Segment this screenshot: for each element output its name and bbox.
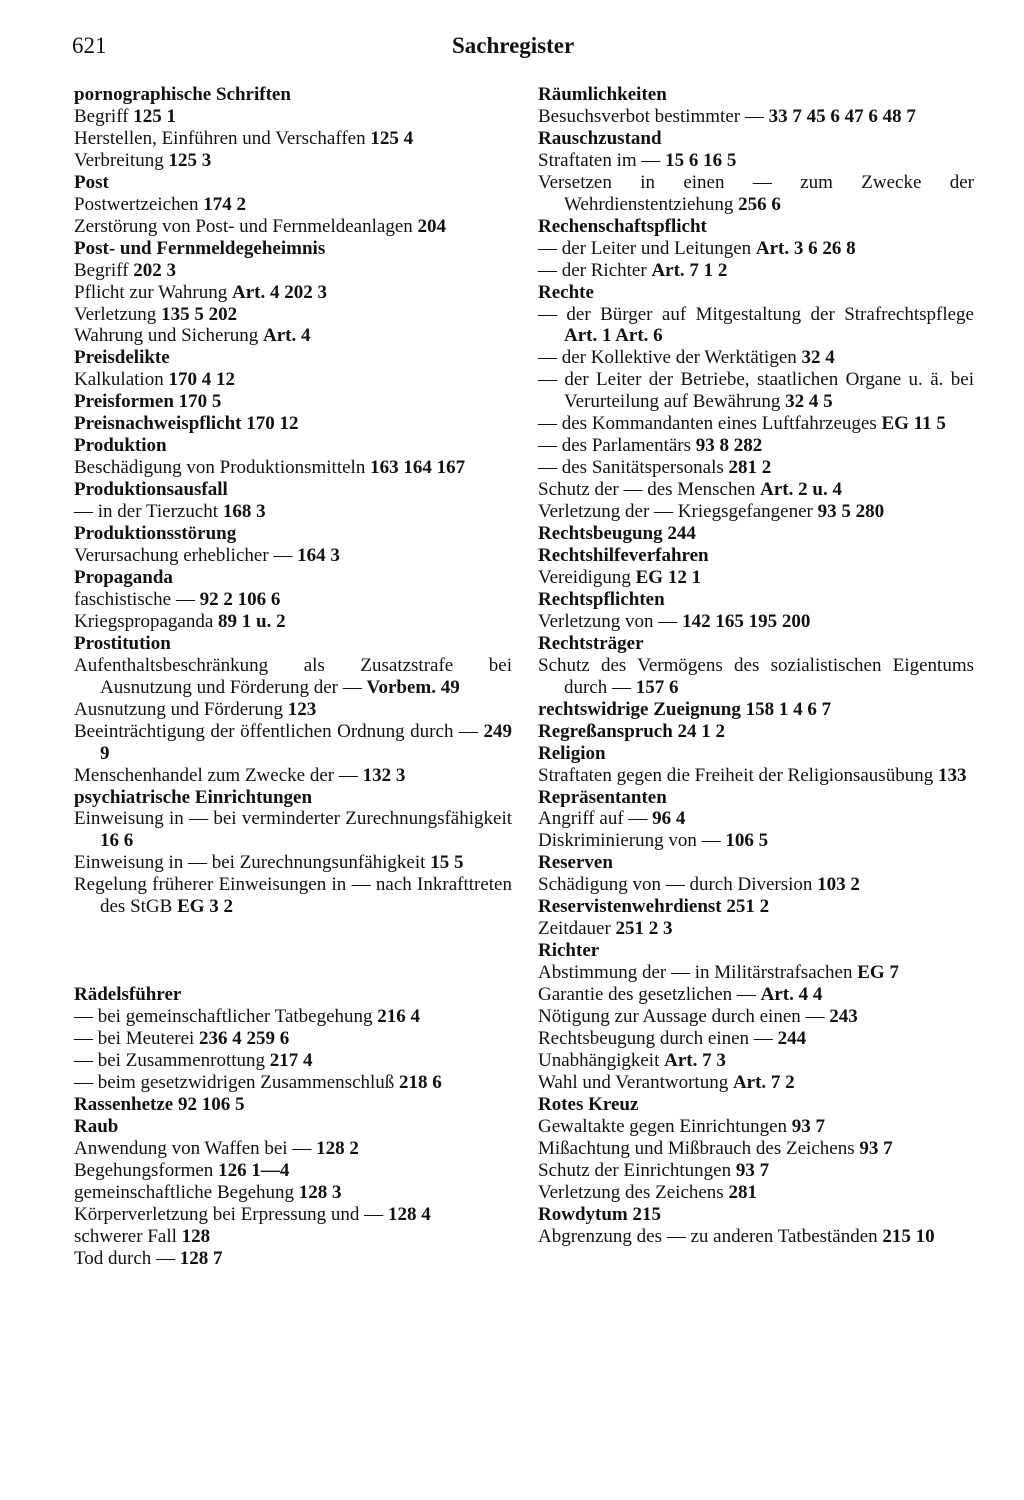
entry-reference: 204 <box>417 215 447 237</box>
entry-term: Verletzung von — <box>538 610 678 632</box>
entry-reference: 93 7 <box>859 1137 893 1159</box>
index-entry <box>538 918 974 940</box>
index-entry <box>74 457 512 479</box>
entry-reference: 128 7 <box>179 1247 223 1269</box>
index-entry <box>538 1182 974 1204</box>
entry-reference: 32 4 <box>801 347 835 369</box>
heading-term: Produktion <box>74 435 167 457</box>
entry-term: — der Leiter und Leitungen <box>538 237 752 259</box>
entry-term: Straftaten im — <box>538 149 661 171</box>
entry-term: Einweisung in — bei verminderter Zurechnungsfähigkeit <box>74 808 512 830</box>
entry-reference: 135 5 202 <box>161 303 238 325</box>
entry-reference: 93 8 282 <box>695 435 763 457</box>
entry-reference: 281 2 <box>728 457 772 479</box>
entry-term: Straftaten gegen die Freiheit der Religionsausübung <box>538 764 934 786</box>
heading-term: Preisnachweispflicht <box>74 413 242 435</box>
index-heading <box>74 413 512 435</box>
entry-term: — des Parlamentärs <box>538 435 692 457</box>
heading-term: Preisdelikte <box>74 347 170 369</box>
entry-reference: 125 4 <box>370 127 414 149</box>
heading-term: rechtswidrige Zueignung <box>538 698 741 720</box>
entry-term: Besuchsverbot bestimmter — <box>538 105 764 127</box>
entry-term: Unabhängigkeit <box>538 1049 660 1071</box>
index-entry <box>74 699 512 721</box>
index-heading <box>538 523 974 545</box>
index-entry <box>538 1050 974 1072</box>
entry-reference: 15 5 <box>430 852 464 874</box>
index-heading <box>538 721 974 743</box>
entry-reference: 251 2 3 <box>615 918 673 940</box>
heading-term: psychiatrische Einrichtungen <box>74 786 313 808</box>
entry-term: — in der Tierzucht <box>74 501 219 523</box>
entry-reference: 126 1—4 <box>218 1159 290 1181</box>
entry-term: Gewaltakte gegen Einrichtungen <box>538 1115 788 1137</box>
index-entry <box>538 260 974 282</box>
heading-term: Räumlichkeiten <box>538 84 667 105</box>
index-entry <box>538 1072 974 1094</box>
index-heading <box>74 1116 512 1138</box>
heading-term: Regreßanspruch <box>538 720 673 742</box>
entry-term: Abstimmung der — in Militärstrafsachen <box>538 962 853 984</box>
entry-term: Kriegspropaganda <box>74 610 214 632</box>
index-heading <box>74 84 512 106</box>
entry-reference: 157 6 <box>635 676 679 698</box>
index-entry <box>538 1028 974 1050</box>
index-heading <box>74 391 512 413</box>
index-entry <box>74 194 512 216</box>
index-heading <box>74 172 512 194</box>
index-heading <box>538 896 974 918</box>
entry-term: Kalkulation <box>74 369 164 391</box>
entry-term: Beeinträchtigung der öffentlichen Ordnung durch — <box>74 720 478 742</box>
entry-reference: Art. 7 3 <box>664 1049 726 1071</box>
index-heading <box>74 238 512 260</box>
entry-reference: 202 3 <box>133 259 177 281</box>
heading-term: Post- und Fernmeldegeheimnis <box>74 237 326 259</box>
heading-term: Produktionsstörung <box>74 523 237 545</box>
entry-reference: 32 4 5 <box>785 391 833 413</box>
entry-reference: Art. 4 202 3 <box>232 281 327 303</box>
heading-term: Produktionsausfall <box>74 479 228 501</box>
index-entry <box>74 1050 512 1072</box>
heading-reference: 170 12 <box>246 413 299 435</box>
entry-reference: 123 <box>287 698 317 720</box>
index-heading <box>538 699 974 721</box>
index-entry <box>74 128 512 150</box>
section-spacer <box>74 918 512 984</box>
index-entry <box>538 347 974 369</box>
entry-reference: 15 6 16 5 <box>665 149 737 171</box>
page-title: Sachregister <box>452 33 575 58</box>
entry-reference: 125 1 <box>133 105 177 127</box>
entry-reference: 281 <box>728 1181 757 1203</box>
index-entry <box>74 1182 512 1204</box>
heading-term: Rechte <box>538 281 594 303</box>
index-entry <box>538 1116 974 1138</box>
entry-term: Pflicht zur Wahrung <box>74 281 228 303</box>
index-heading <box>538 589 974 611</box>
entry-term: faschistische — <box>74 588 195 610</box>
index-entry <box>538 984 974 1006</box>
entry-reference: 244 <box>777 1027 807 1049</box>
heading-reference: 170 5 <box>178 391 222 413</box>
heading-term: Rowdytum <box>538 1203 628 1225</box>
entry-reference: Art. 2 u. 4 <box>760 479 842 501</box>
index-heading <box>538 852 974 874</box>
index-entry <box>74 1248 512 1270</box>
index-entry <box>538 435 974 457</box>
index-entry <box>538 1226 974 1248</box>
entry-term: Angriff auf — <box>538 808 648 830</box>
entry-term: Rechtsbeugung durch einen — <box>538 1027 773 1049</box>
index-entry <box>74 655 512 699</box>
entry-term: Wahrung und Sicherung <box>74 325 259 347</box>
entry-term: — des Sanitätspersonals <box>538 457 724 479</box>
index-entry <box>74 721 512 765</box>
entry-reference: 249 9 <box>100 720 512 764</box>
entry-term: Versetzen in einen — zum Zwecke der Wehrdienstentziehung <box>538 171 974 215</box>
entry-term: Verursachung erheblicher — <box>74 545 293 567</box>
index-entry <box>74 808 512 852</box>
index-entry <box>538 501 974 523</box>
entry-reference: 16 6 <box>100 830 134 852</box>
heading-term: Rechenschaftspflicht <box>538 215 707 237</box>
entry-term: Begriff <box>74 105 129 127</box>
index-heading <box>538 84 974 106</box>
entry-term: — der Leiter der Betriebe, staatlichen Organe u. ä. bei Verurteilung auf Bewährung <box>538 369 974 413</box>
heading-term: Reservistenwehrdienst <box>538 896 722 918</box>
entry-term: Verletzung <box>74 303 157 325</box>
page-number: 621 <box>72 33 107 58</box>
entry-reference: Art. 4 <box>262 325 311 347</box>
entry-reference: 164 3 <box>297 545 340 567</box>
heading-term: Raub <box>74 1115 119 1137</box>
index-heading <box>538 128 974 150</box>
entry-term: — der Kollektive der Werktätigen <box>538 347 797 369</box>
index-entry <box>538 611 974 633</box>
entry-term: — bei Meuterei <box>74 1028 195 1050</box>
entry-term: Zerstörung von Post- und Fernmeldeanlagen <box>74 215 413 237</box>
heading-term: Rotes Kreuz <box>538 1093 639 1115</box>
entry-reference: 93 7 <box>791 1115 826 1137</box>
index-heading <box>538 216 974 238</box>
heading-term: Prostitution <box>74 632 171 654</box>
entry-term: Schutz der Einrichtungen <box>538 1159 732 1181</box>
index-heading <box>74 347 512 369</box>
entry-term: Beschädigung von Produktionsmitteln <box>74 457 366 479</box>
entry-reference: 92 2 106 6 <box>199 588 281 610</box>
entry-term: Körperverletzung bei Erpressung und — <box>74 1203 384 1225</box>
index-entry <box>74 1138 512 1160</box>
heading-term: Rauschzustand <box>538 127 662 149</box>
index-heading <box>538 545 974 567</box>
entry-reference: 168 3 <box>222 501 266 523</box>
entry-reference: EG 3 2 <box>177 896 234 918</box>
heading-term: Rechtspflichten <box>538 588 665 610</box>
index-entry <box>74 611 512 633</box>
index-column-right <box>538 84 974 1248</box>
heading-reference: 215 <box>632 1203 661 1225</box>
index-entry <box>74 282 512 304</box>
heading-term: Preisformen <box>74 391 174 413</box>
entry-term: Garantie des gesetzlichen — <box>538 984 756 1006</box>
entry-reference: 128 2 <box>316 1137 359 1159</box>
entry-reference: 142 165 195 200 <box>682 610 811 632</box>
index-heading <box>538 633 974 655</box>
heading-term: Propaganda <box>74 566 173 588</box>
heading-term: Rechtsträger <box>538 632 644 654</box>
index-entry <box>538 106 974 128</box>
heading-reference: 24 1 2 <box>677 720 726 742</box>
index-entry <box>538 369 974 413</box>
entry-reference: 103 2 <box>817 874 860 896</box>
index-entry <box>538 150 974 172</box>
index-heading <box>74 523 512 545</box>
entry-reference: 128 3 <box>298 1181 342 1203</box>
index-entry <box>538 962 974 984</box>
entry-reference: 125 3 <box>168 149 212 171</box>
index-heading <box>74 787 512 809</box>
heading-reference: 158 1 4 6 7 <box>745 698 832 720</box>
entry-reference: Vorbem. 49 <box>366 676 460 698</box>
index-heading <box>74 479 512 501</box>
index-entry <box>74 765 512 787</box>
entry-reference: Art. 1 Art. 6 <box>564 325 663 347</box>
entry-term: Postwertzeichen <box>74 193 199 215</box>
index-entry <box>538 457 974 479</box>
entry-reference: 133 <box>937 764 967 786</box>
entry-reference: Art. 3 6 26 8 <box>755 237 856 259</box>
index-entry <box>538 479 974 501</box>
entry-term: Begriff <box>74 259 129 281</box>
heading-term: Rassenhetze <box>74 1093 174 1115</box>
entry-term: Tod durch — <box>74 1247 176 1269</box>
entry-reference: 174 2 <box>203 193 247 215</box>
entry-reference: 33 7 45 6 47 6 48 7 <box>768 105 916 127</box>
index-entry <box>538 304 974 348</box>
index-entry <box>538 172 974 216</box>
index-entry <box>538 765 974 787</box>
entry-term: gemeinschaftliche Begehung <box>74 1181 295 1203</box>
entry-reference: 217 4 <box>269 1050 313 1072</box>
entry-reference: 106 5 <box>725 830 769 852</box>
entry-term: Anwendung von Waffen bei — <box>74 1137 312 1159</box>
entry-reference: 93 7 <box>735 1159 770 1181</box>
entry-reference: 215 10 <box>882 1225 935 1247</box>
entry-term: Verletzung der — Kriegsgefangener <box>538 501 813 523</box>
index-heading <box>538 787 974 809</box>
entry-term: Menschenhandel zum Zwecke der — <box>74 764 358 786</box>
entry-reference: 243 <box>829 1006 858 1028</box>
entry-reference: 132 3 <box>362 764 406 786</box>
index-entry <box>74 1028 512 1050</box>
index-heading <box>74 1094 512 1116</box>
index-heading <box>538 743 974 765</box>
entry-term: — bei Zusammenrottung <box>74 1050 266 1072</box>
entry-reference: 170 4 12 <box>168 369 235 391</box>
entry-reference: 128 <box>181 1225 211 1247</box>
index-entry <box>74 369 512 391</box>
index-entry <box>74 1204 512 1226</box>
entry-term: — beim gesetzwidrigen Zusammenschluß <box>74 1072 395 1094</box>
entry-term: Herstellen, Einführen und Verschaffen <box>74 127 366 149</box>
entry-term: Aufenthaltsbeschränkung als Zusatzstrafe bei Ausnutzung und Förderung der — <box>74 654 512 698</box>
entry-term: — bei gemeinschaftlicher Tatbegehung <box>74 1006 373 1028</box>
index-entry <box>538 830 974 852</box>
entry-term: Mißachtung und Mißbrauch des Zeichens <box>538 1137 855 1159</box>
index-column-left <box>74 84 512 1270</box>
index-entry <box>74 304 512 326</box>
index-entry <box>538 238 974 260</box>
entry-reference: 163 164 167 <box>370 457 466 479</box>
entry-reference: Art. 4 4 <box>760 984 823 1006</box>
entry-reference: 218 6 <box>399 1072 442 1094</box>
index-entry <box>74 1006 512 1028</box>
entry-term: Vereidigung <box>538 566 631 588</box>
entry-term: Verletzung des Zeichens <box>538 1181 724 1203</box>
index-entry <box>538 567 974 589</box>
index-entry <box>74 216 512 238</box>
entry-term: Schutz der — des Menschen <box>538 479 756 501</box>
index-entry <box>538 1160 974 1182</box>
entry-reference: 89 1 u. 2 <box>218 610 286 632</box>
entry-reference: Art. 7 2 <box>732 1071 795 1093</box>
entry-reference: EG 11 5 <box>881 413 946 435</box>
index-entry <box>74 545 512 567</box>
index-entry <box>538 1006 974 1028</box>
entry-term: Begehungsformen <box>74 1159 214 1181</box>
index-heading <box>538 940 974 962</box>
heading-term: pornographische Schriften <box>74 84 291 105</box>
entry-term: Regelung früherer Einweisungen in — nach Inkrafttreten des StGB <box>74 874 512 918</box>
index-heading <box>538 1094 974 1116</box>
index-heading <box>74 984 512 1006</box>
heading-reference: 251 2 <box>726 896 770 918</box>
entry-term: Ausnutzung und Förderung <box>74 698 283 720</box>
entry-reference: Art. 7 1 2 <box>651 259 728 281</box>
heading-term: Rechtsbeugung <box>538 523 663 545</box>
entry-reference: 93 5 280 <box>817 501 885 523</box>
index-entry <box>74 874 512 918</box>
entry-term: Zeitdauer <box>538 918 611 940</box>
entry-term: Einweisung in — bei Zurechnungsunfähigkeit <box>74 852 426 874</box>
index-heading <box>74 435 512 457</box>
entry-term: Schädigung von — durch Diversion <box>538 874 813 896</box>
heading-term: Richter <box>538 940 600 962</box>
heading-term: Religion <box>538 742 606 764</box>
heading-term: Rechtshilfeverfahren <box>538 545 709 567</box>
entry-term: Verbreitung <box>74 149 164 171</box>
index-heading <box>74 567 512 589</box>
index-entry <box>74 1072 512 1094</box>
entry-term: Abgrenzung des — zu anderen Tatbeständen <box>538 1225 878 1247</box>
index-entry <box>74 150 512 172</box>
index-entry <box>74 1160 512 1182</box>
heading-term: Repräsentanten <box>538 786 667 808</box>
entry-reference: EG 12 1 <box>635 566 702 588</box>
entry-term: Nötigung zur Aussage durch einen — <box>538 1006 825 1028</box>
heading-reference: 244 <box>667 523 696 545</box>
entry-reference: 216 4 <box>377 1006 421 1028</box>
entry-term: Schutz des Vermögens des sozialistischen Eigentums durch — <box>538 654 974 698</box>
index-entry <box>538 655 974 699</box>
entry-term: — der Bürger auf Mitgestaltung der Strafrechtspflege <box>538 303 974 325</box>
index-heading <box>74 633 512 655</box>
index-entry <box>74 1226 512 1248</box>
index-entry <box>74 501 512 523</box>
entry-reference: 256 6 <box>738 193 781 215</box>
entry-term: Wahl und Verantwortung <box>538 1071 729 1093</box>
index-heading <box>538 1204 974 1226</box>
index-entry <box>538 1138 974 1160</box>
entry-reference: 96 4 <box>652 808 686 830</box>
index-entry <box>74 852 512 874</box>
entry-term: — des Kommandanten eines Luftfahrzeuges <box>538 413 877 435</box>
index-entry <box>74 260 512 282</box>
index-heading <box>538 282 974 304</box>
index-entry <box>74 589 512 611</box>
index-entry <box>538 413 974 435</box>
index-entry <box>538 874 974 896</box>
heading-term: Reserven <box>538 852 613 874</box>
entry-term: Diskriminierung von — <box>538 830 721 852</box>
index-entry <box>74 325 512 347</box>
entry-term: — der Richter <box>538 259 647 281</box>
heading-term: Post <box>74 171 109 193</box>
entry-reference: 128 4 <box>387 1203 431 1225</box>
index-entry <box>538 808 974 830</box>
heading-reference: 92 106 5 <box>177 1093 245 1115</box>
entry-reference: EG 7 <box>857 962 899 984</box>
index-entry <box>74 106 512 128</box>
entry-reference: 236 4 259 6 <box>199 1028 290 1050</box>
heading-term: Rädelsführer <box>74 984 182 1006</box>
entry-term: schwerer Fall <box>74 1225 177 1247</box>
